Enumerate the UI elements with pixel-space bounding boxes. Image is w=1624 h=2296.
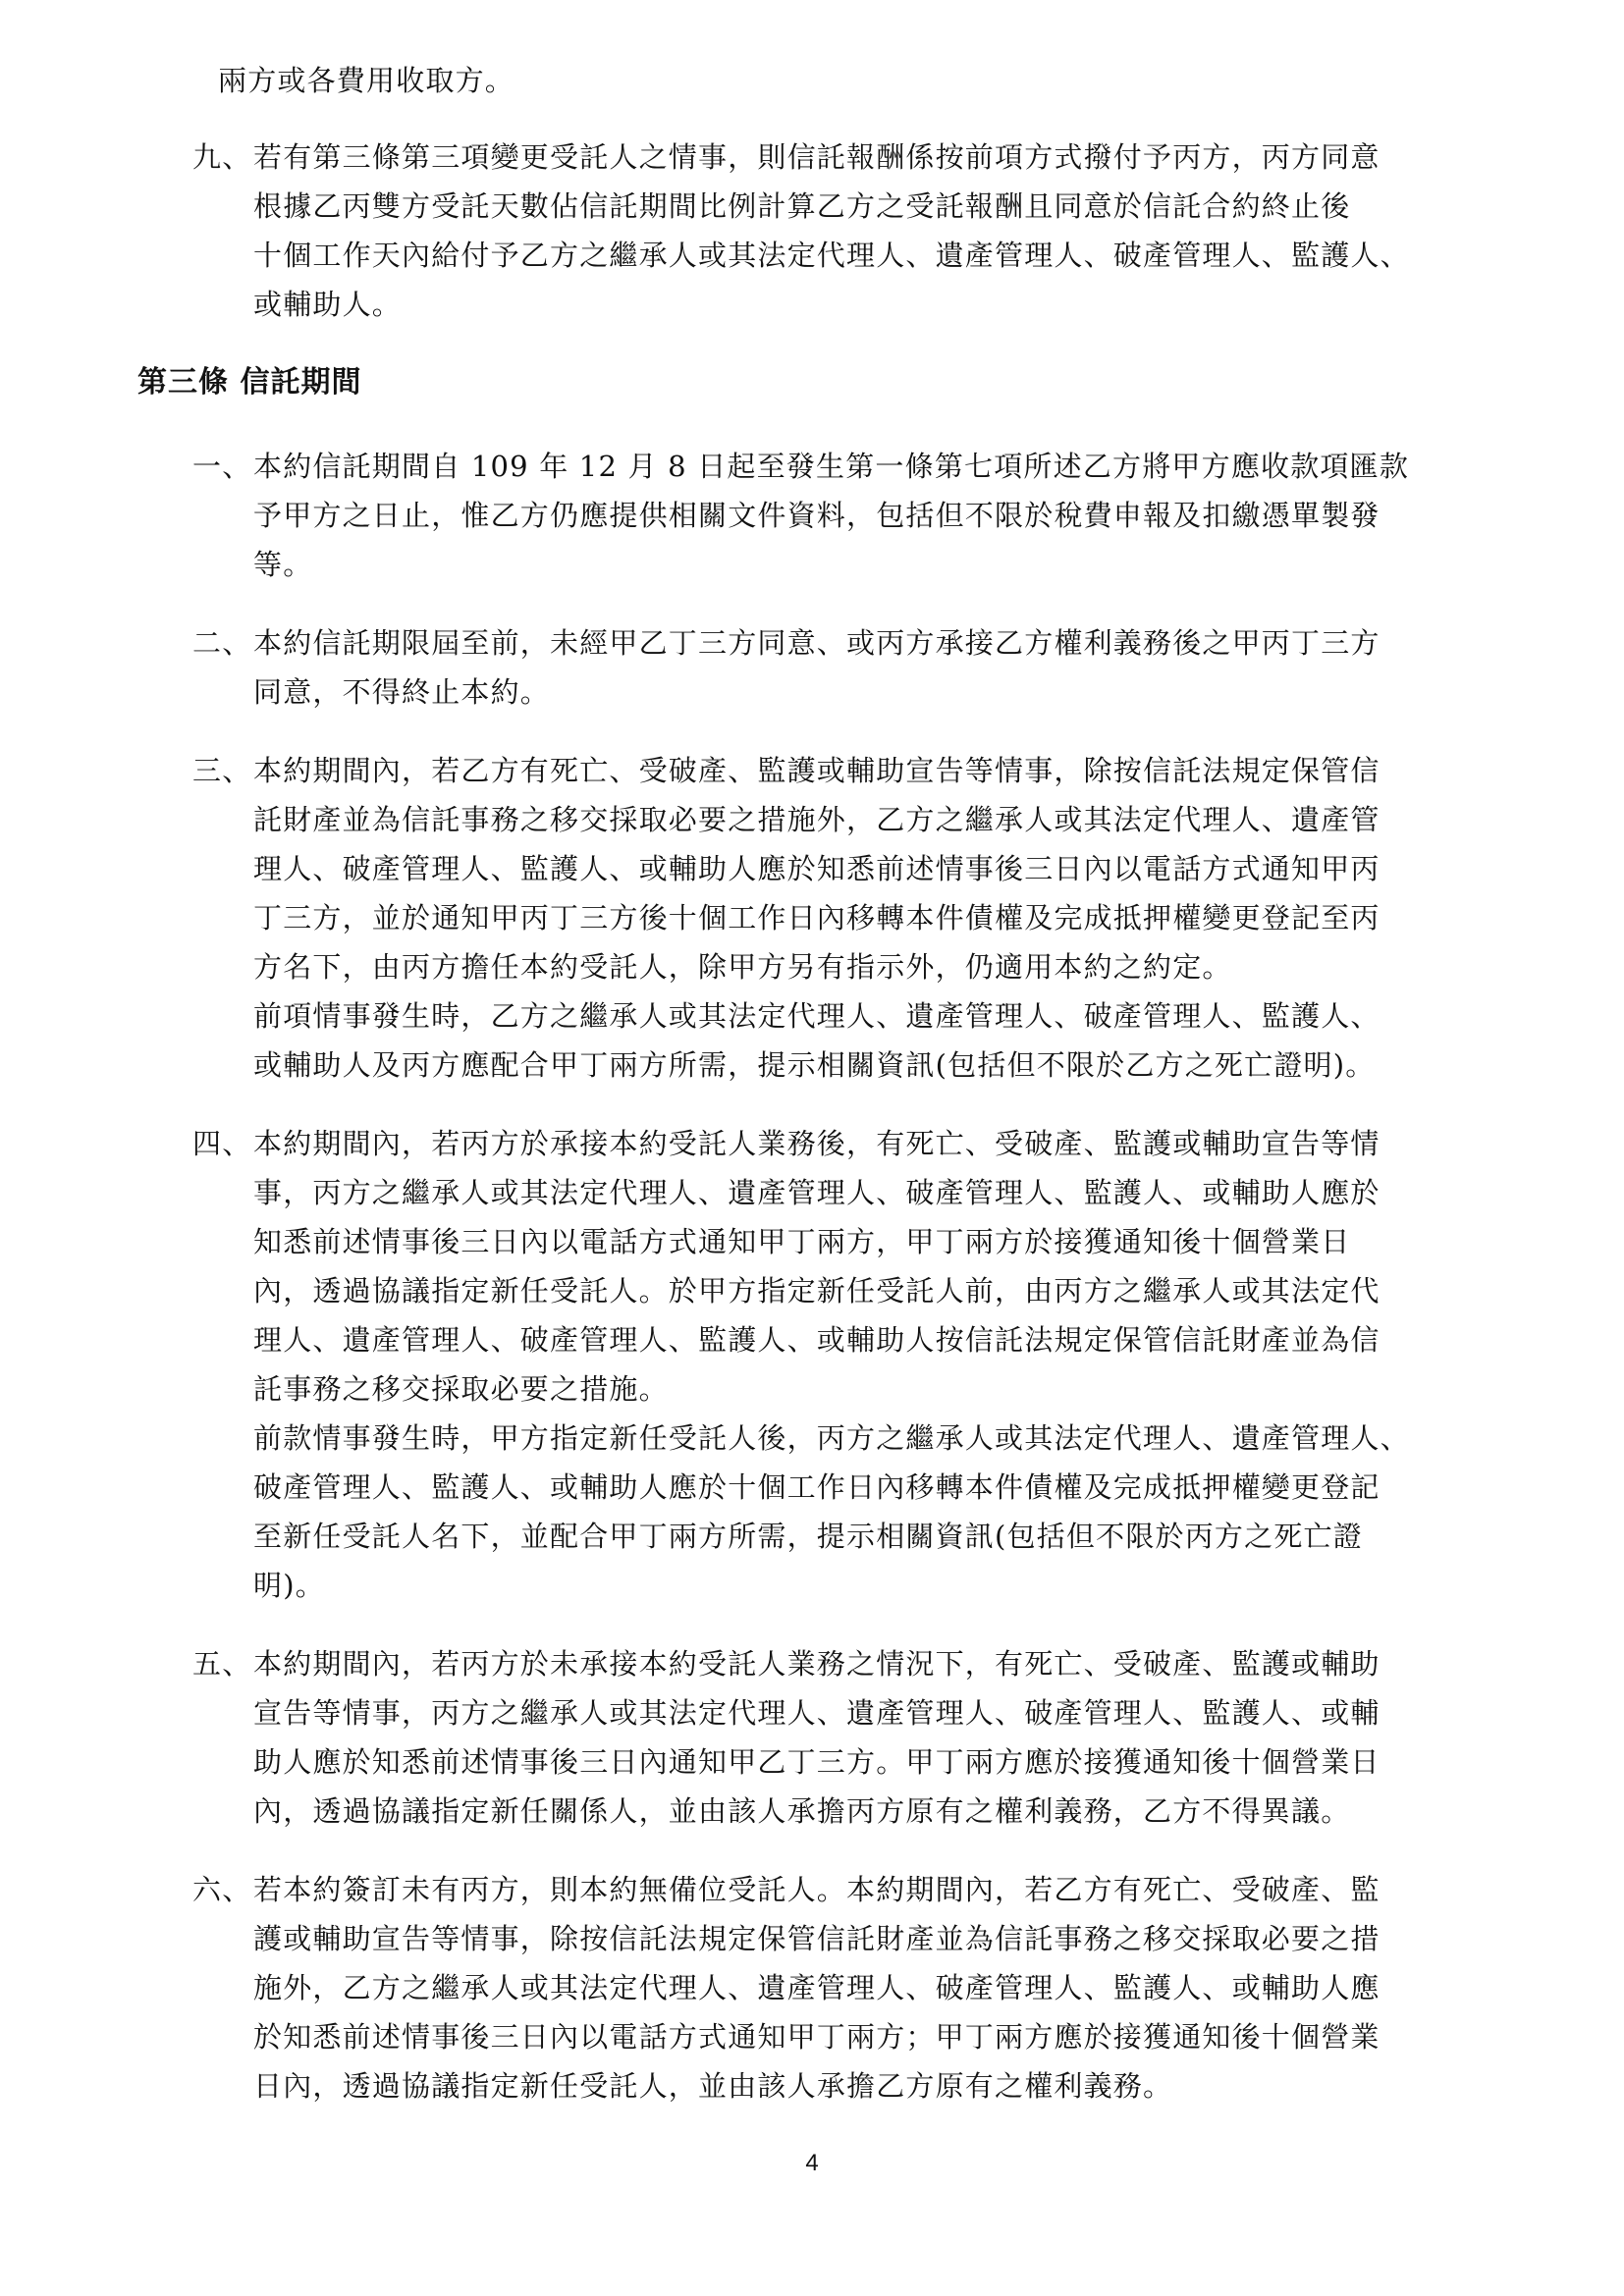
item-line: 予甲方之日止，惟乙方仍應提供相關文件資料，包括但不限於稅費申報及扣繳憑單製發 bbox=[253, 499, 1380, 532]
carryover-line: 兩方或各費用收取方。 bbox=[218, 64, 515, 97]
item-line: 前款情事發生時，甲方指定新任受託人後，丙方之繼承人或其法定代理人、遺產管理人、 bbox=[253, 1421, 1410, 1455]
item-number: 四、 bbox=[192, 1127, 252, 1160]
item-9-line: 若有第三條第三項變更受託人之情事，則信託報酬係按前項方式撥付予丙方，丙方同意 bbox=[253, 140, 1380, 174]
item-line: 於知悉前述情事後三日內以電話方式通知甲丁兩方；甲丁兩方應於接獲通知後十個營業 bbox=[253, 2020, 1380, 2054]
item-line: 本約信託期限屆至前，未經甲乙丁三方同意、或丙方承接乙方權利義務後之甲丙丁三方 bbox=[253, 626, 1380, 660]
item-line: 護或輔助宣告等情事，除按信託法規定保管信託財產並為信託事務之移交採取必要之措 bbox=[253, 1922, 1380, 1955]
section-heading: 第三條 信託期間 bbox=[137, 365, 362, 400]
item-9-line: 十個工作天內給付予乙方之繼承人或其法定代理人、遺產管理人、破產管理人、監護人、 bbox=[253, 239, 1410, 272]
item-line: 丁三方，並於通知甲丙丁三方後十個工作日內移轉本件債權及完成抵押權變更登記至丙 bbox=[253, 901, 1380, 934]
item-line: 託財產並為信託事務之移交採取必要之措施外，乙方之繼承人或其法定代理人、遺產管 bbox=[253, 803, 1380, 836]
item-line: 託事務之移交採取必要之措施。 bbox=[253, 1372, 669, 1406]
item-9-line: 根據乙丙雙方受託天數佔信託期間比例計算乙方之受託報酬且同意於信託合約終止後 bbox=[253, 189, 1351, 223]
item-line: 事，丙方之繼承人或其法定代理人、遺產管理人、破產管理人、監護人、或輔助人應於 bbox=[253, 1176, 1380, 1209]
item-line: 本約期間內，若丙方於未承接本約受託人業務之情況下，有死亡、受破產、監護或輔助 bbox=[253, 1647, 1380, 1681]
item-line: 前項情事發生時，乙方之繼承人或其法定代理人、遺產管理人、破產管理人、監護人、 bbox=[253, 999, 1380, 1033]
item-9-number: 九、 bbox=[192, 140, 252, 174]
item-line: 至新任受託人名下，並配合甲丁兩方所需，提示相關資訊(包括但不限於丙方之死亡證 bbox=[253, 1520, 1363, 1553]
item-number: 三、 bbox=[192, 754, 252, 787]
item-line: 方名下，由丙方擔任本約受託人，除甲方另有指示外，仍適用本約之約定。 bbox=[253, 950, 1232, 984]
item-number: 二、 bbox=[192, 626, 252, 660]
item-line: 或輔助人及丙方應配合甲丁兩方所需，提示相關資訊(包括但不限於乙方之死亡證明)。 bbox=[253, 1048, 1376, 1082]
item-line: 日內，透過協議指定新任受託人，並由該人承擔乙方原有之權利義務。 bbox=[253, 2069, 1173, 2103]
item-line: 助人應於知悉前述情事後三日內通知甲乙丁三方。甲丁兩方應於接獲通知後十個營業日 bbox=[253, 1745, 1380, 1779]
item-line: 本約期間內，若乙方有死亡、受破產、監護或輔助宣告等情事，除按信託法規定保管信 bbox=[253, 754, 1380, 787]
item-line: 等。 bbox=[253, 548, 313, 581]
item-line: 本約期間內，若丙方於承接本約受託人業務後，有死亡、受破產、監護或輔助宣告等情 bbox=[253, 1127, 1380, 1160]
item-line: 若本約簽訂未有丙方，則本約無備位受託人。本約期間內，若乙方有死亡、受破產、監 bbox=[253, 1873, 1380, 1906]
item-line: 明)。 bbox=[253, 1569, 325, 1602]
item-line: 本約信託期間自 109 年 12 月 8 日起至發生第一條第七項所述乙方將甲方應收款項匯款 bbox=[253, 450, 1410, 483]
item-line: 同意，不得終止本約。 bbox=[253, 675, 551, 709]
item-line: 理人、破產管理人、監護人、或輔助人應於知悉前述情事後三日內以電話方式通知甲丙 bbox=[253, 852, 1380, 885]
item-number: 一、 bbox=[192, 450, 252, 483]
item-number: 六、 bbox=[192, 1873, 252, 1906]
item-line: 內，透過協議指定新任受託人。於甲方指定新任受託人前，由丙方之繼承人或其法定代 bbox=[253, 1274, 1380, 1308]
item-line: 宣告等情事，丙方之繼承人或其法定代理人、遺產管理人、破產管理人、監護人、或輔 bbox=[253, 1696, 1380, 1730]
item-line: 內，透過協議指定新任關係人，並由該人承擔丙方原有之權利義務，乙方不得異議。 bbox=[253, 1794, 1351, 1828]
item-line: 破產管理人、監護人、或輔助人應於十個工作日內移轉本件債權及完成抵押權變更登記 bbox=[253, 1470, 1380, 1504]
item-9-line: 或輔助人。 bbox=[253, 288, 403, 321]
item-line: 理人、遺產管理人、破產管理人、監護人、或輔助人按信託法規定保管信託財產並為信 bbox=[253, 1323, 1380, 1357]
item-line: 知悉前述情事後三日內以電話方式通知甲丁兩方，甲丁兩方於接獲通知後十個營業日 bbox=[253, 1225, 1351, 1258]
item-line: 施外，乙方之繼承人或其法定代理人、遺產管理人、破產管理人、監護人、或輔助人應 bbox=[253, 1971, 1380, 2004]
page-number: 4 bbox=[805, 2150, 819, 2176]
item-number: 五、 bbox=[192, 1647, 252, 1681]
